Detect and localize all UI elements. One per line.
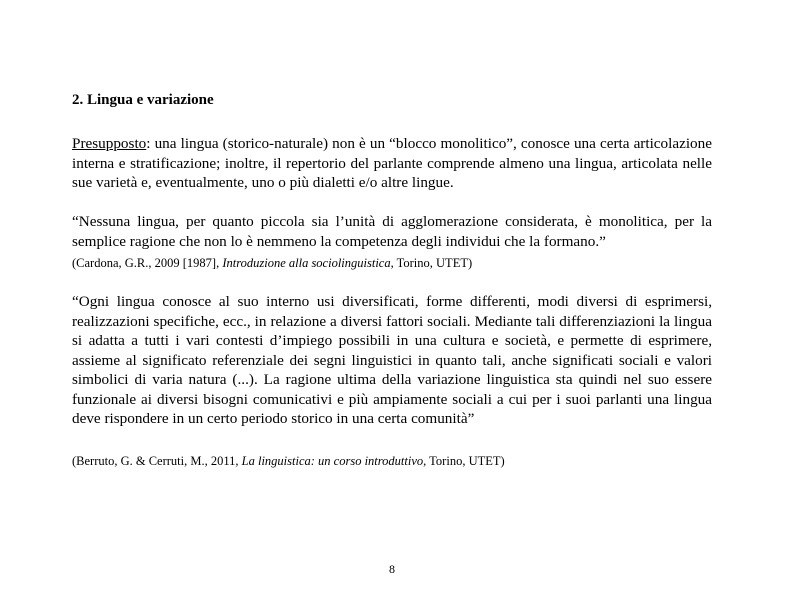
berruto-citation [72, 454, 505, 469]
cardona-citation-title: Introduzione alla sociolinguistica [222, 256, 391, 270]
cardona-quote: “Nessuna lingua, per quanto piccola sia l’unità di agglomerazione considerata, è monolitica, per la semplice ragione che non lo è nemmeno la competenza degli individui che la formano.” [72, 213, 712, 250]
section-heading: 2. Lingua e variazione [72, 92, 214, 108]
premise-text: : una lingua (storico-naturale) non è un “blocco monolitico”, conosce una certa articolazione interna e stratificazione; inoltre, il repertorio del parlante comprende almeno una lingua, articolata nelle sue varietà e, eventualmente, uno o più dialetti e/o altre lingue. [72, 135, 712, 191]
premise-term: Presupposto [72, 135, 147, 152]
cardona-citation-publisher: , Torino, UTET) [390, 256, 473, 270]
berruto-citation-publisher: , Torino, UTET) [423, 454, 505, 468]
berruto-citation-title: La linguistica: un corso introduttivo [241, 454, 424, 468]
berruto-quote: “Ogni lingua conosce al suo interno usi diversificati, forme differenti, modi diversi di esprimersi, realizzazioni specifiche, ecc., in relazione a diversi fattori sociali. Mediante tali differenziazioni la lingua si adatta a tutti i vari contesti d’impiego possibili in una cultura e società, e permette di esprimere, assieme al significato referenziale dei segni linguistici in quanto tali, anche significati sociali e valori simbolici di varia natura (...). La ragione ultima della variazione linguistica sta quindi nel suo essere funzionale ai diversi bisogni comunicativi e più ampiamente sociali a cui per i suoi parlanti una lingua deve rispondere in un certo periodo storico in una certa comunità” [72, 293, 712, 427]
berruto-citation-authors: (Berruto, G. & Cerruti, M., 2011, [72, 454, 242, 468]
premise-paragraph [72, 134, 712, 193]
page-number: 8 [389, 562, 395, 576]
cardona-citation [72, 256, 472, 271]
cardona-citation-authors: (Cardona, G.R., 2009 [1987], [72, 256, 223, 270]
